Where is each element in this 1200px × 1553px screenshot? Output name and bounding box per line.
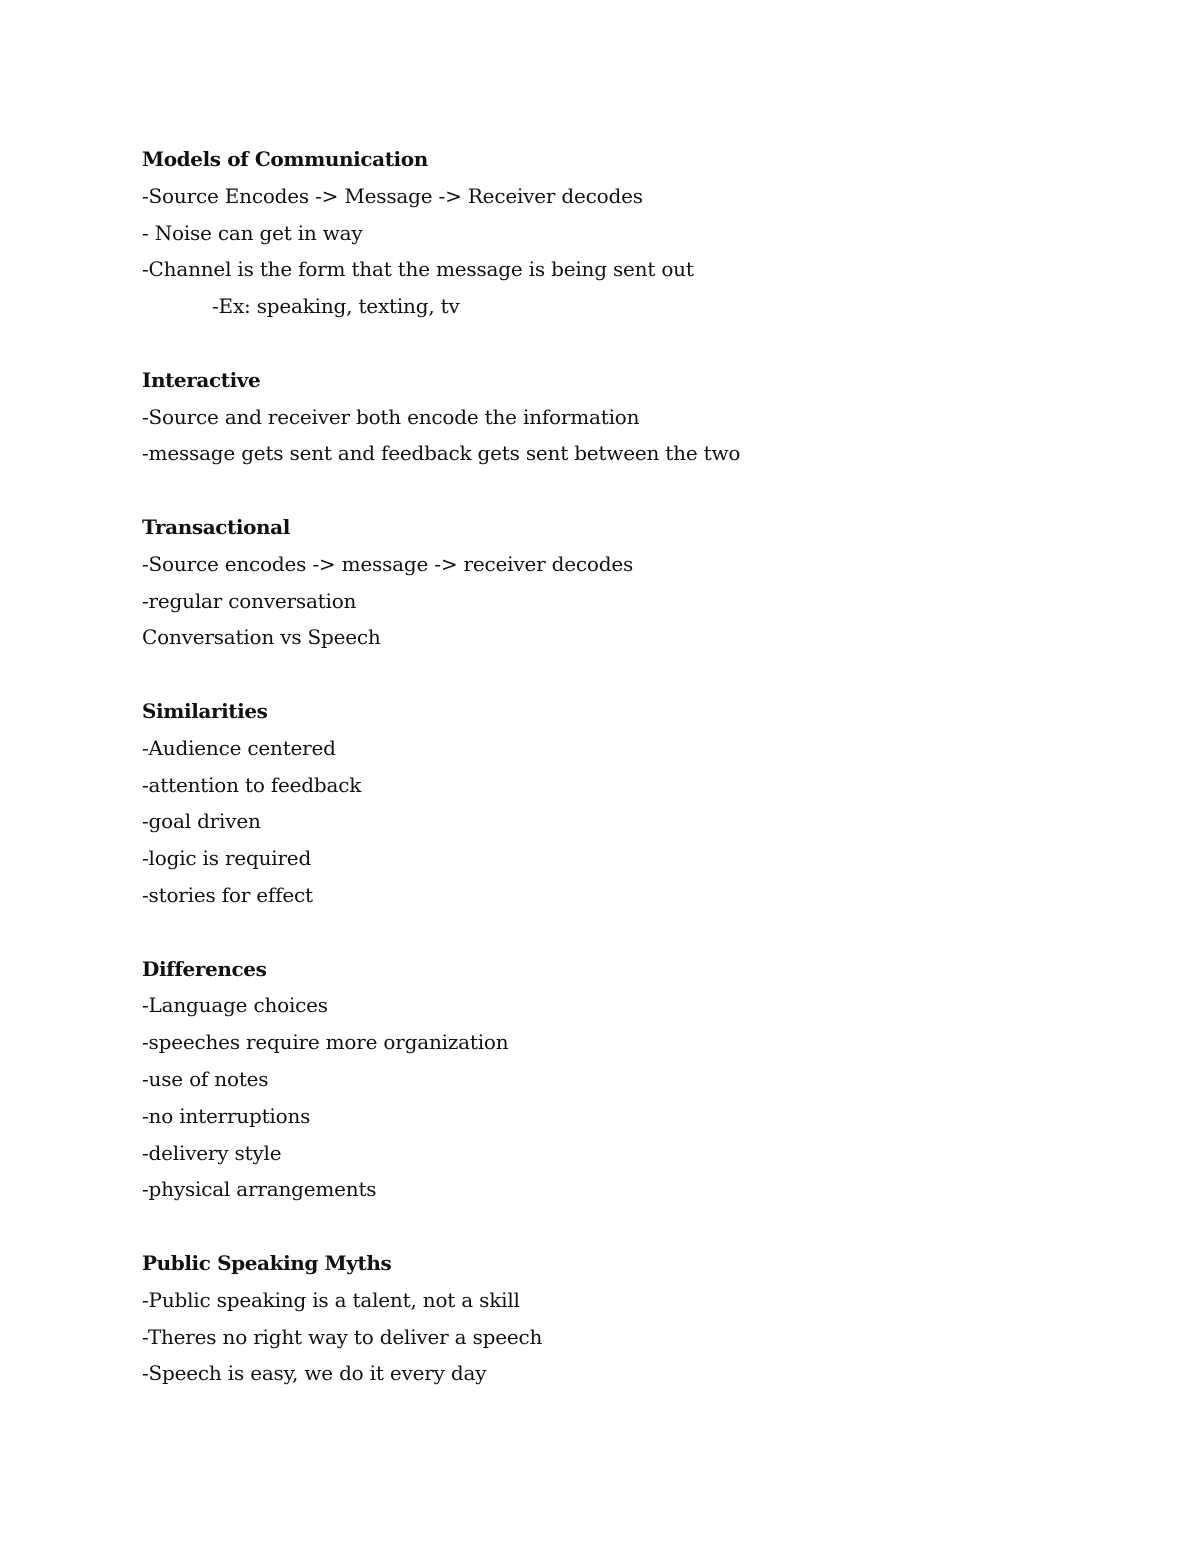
body-line-indented: -Ex: speaking, texting, tv	[212, 294, 460, 319]
body-line: -Channel is the form that the message is being sent out	[142, 257, 694, 282]
body-line: -goal driven	[142, 809, 261, 834]
body-line: -stories for effect	[142, 882, 313, 907]
paragraph-spacer	[142, 914, 1102, 951]
body-line: -Audience centered	[142, 735, 336, 760]
body-line: -Source Encodes -> Message -> Receiver decodes	[142, 183, 643, 208]
section-heading-myths: Public Speaking Myths	[142, 1250, 392, 1275]
body-line: -attention to feedback	[142, 772, 362, 797]
body-line: -message gets sent and feedback gets sent between the two	[142, 441, 741, 466]
body-line: -Theres no right way to deliver a speech	[142, 1324, 543, 1349]
section-heading-models: Models of Communication	[142, 147, 428, 171]
body-line: -no interruptions	[142, 1103, 311, 1128]
body-line: -regular conversation	[142, 588, 357, 613]
body-line: - Noise can get in way	[142, 220, 363, 245]
body-line: -Source and receiver both encode the information	[142, 404, 640, 429]
body-line: -physical arrangements	[142, 1177, 377, 1202]
paragraph-spacer	[142, 472, 1102, 509]
body-line: -Source encodes -> message -> receiver decodes	[142, 551, 634, 576]
body-line: -use of notes	[142, 1066, 269, 1091]
section-heading-interactive: Interactive	[142, 367, 261, 392]
section-heading-transactional: Transactional	[142, 514, 290, 539]
body-line: -Speech is easy, we do it every day	[142, 1361, 487, 1386]
body-line: -Public speaking is a talent, not a skill	[142, 1287, 520, 1312]
paragraph-spacer	[142, 656, 1102, 693]
body-line: -logic is required	[142, 846, 312, 871]
document-body	[142, 141, 1102, 1392]
section-heading-similarities: Similarities	[142, 698, 268, 723]
body-line: -delivery style	[142, 1140, 282, 1165]
section-heading-differences: Differences	[142, 956, 267, 981]
paragraph-spacer	[142, 1208, 1102, 1245]
body-line: -Language choices	[142, 993, 328, 1018]
body-line: Conversation vs Speech	[142, 625, 381, 650]
body-line: -speeches require more organization	[142, 1030, 509, 1055]
paragraph-spacer	[142, 325, 1102, 362]
